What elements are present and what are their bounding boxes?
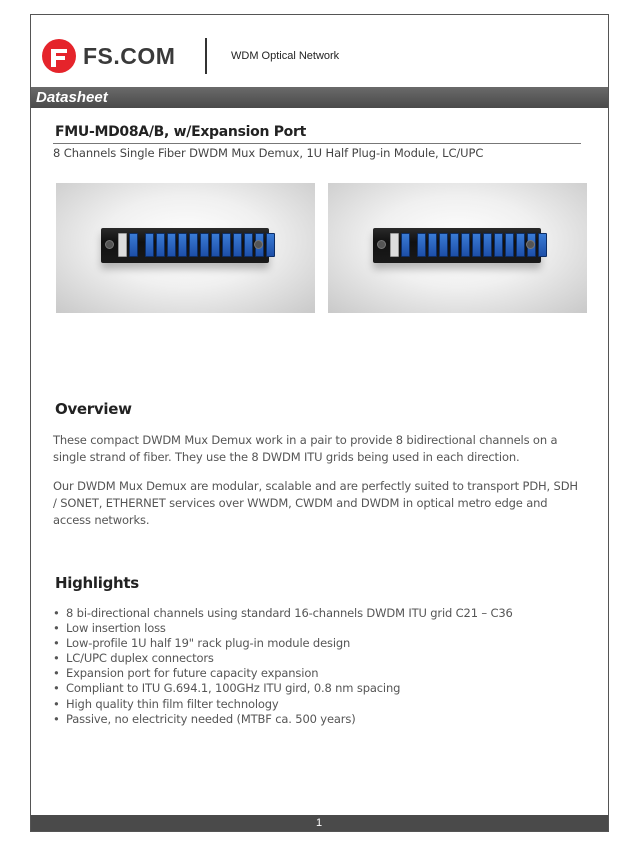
highlight-item: • Passive, no electricity needed (MTBF ca. 500 years) xyxy=(53,712,513,727)
highlights-list xyxy=(53,606,513,727)
highlight-item: • LC/UPC duplex connectors xyxy=(53,651,513,666)
product-subtitle: 8 Channels Single Fiber DWDM Mux Demux, 1U Half Plug-in Module, LC/UPC xyxy=(53,146,484,160)
title-rule xyxy=(53,143,581,144)
header-subtitle: WDM Optical Network xyxy=(231,50,340,62)
page-number: 1 xyxy=(315,817,323,829)
highlight-item: • Compliant to ITU G.694.1, 100GHz ITU gird, 0.8 nm spacing xyxy=(53,681,513,696)
highlight-item: • High quality thin film filter technology xyxy=(53,697,513,712)
logo-text: FS.COM xyxy=(83,42,176,69)
highlight-item: • Low-profile 1U half 19" rack plug-in module design xyxy=(53,636,513,651)
overview-title: Overview xyxy=(55,400,132,418)
product-title: FMU-MD08A/B, w/Expansion Port xyxy=(55,124,306,140)
module-illustration xyxy=(373,228,541,263)
highlight-item: • Expansion port for future capacity expansion xyxy=(53,666,513,681)
header-divider xyxy=(205,38,207,74)
datasheet-label: Datasheet xyxy=(36,89,108,106)
overview-paragraph-2: Our DWDM Mux Demux are modular, scalable and are perfectly suited to transport PDH, SDH / SONET, ETHERNET services over WWDM, CWDM and DWDM in optical metro edge and access networks. xyxy=(53,479,578,527)
module-illustration xyxy=(101,228,269,263)
product-image-left xyxy=(56,183,315,313)
datasheet-bar xyxy=(31,87,608,108)
highlight-item: • 8 bi-directional channels using standard 16-channels DWDM ITU grid C21 – C36 xyxy=(53,606,513,621)
highlights-title: Highlights xyxy=(55,574,139,592)
product-image-right xyxy=(328,183,587,313)
overview-paragraph-1: These compact DWDM Mux Demux work in a pair to provide 8 bidirectional channels on a single strand of fiber. They use the 8 DWDM ITU grids being used in each direction. xyxy=(53,433,558,464)
highlight-item: • Low insertion loss xyxy=(53,621,513,636)
fs-logo xyxy=(41,38,175,74)
fs-logo-icon xyxy=(41,38,77,74)
